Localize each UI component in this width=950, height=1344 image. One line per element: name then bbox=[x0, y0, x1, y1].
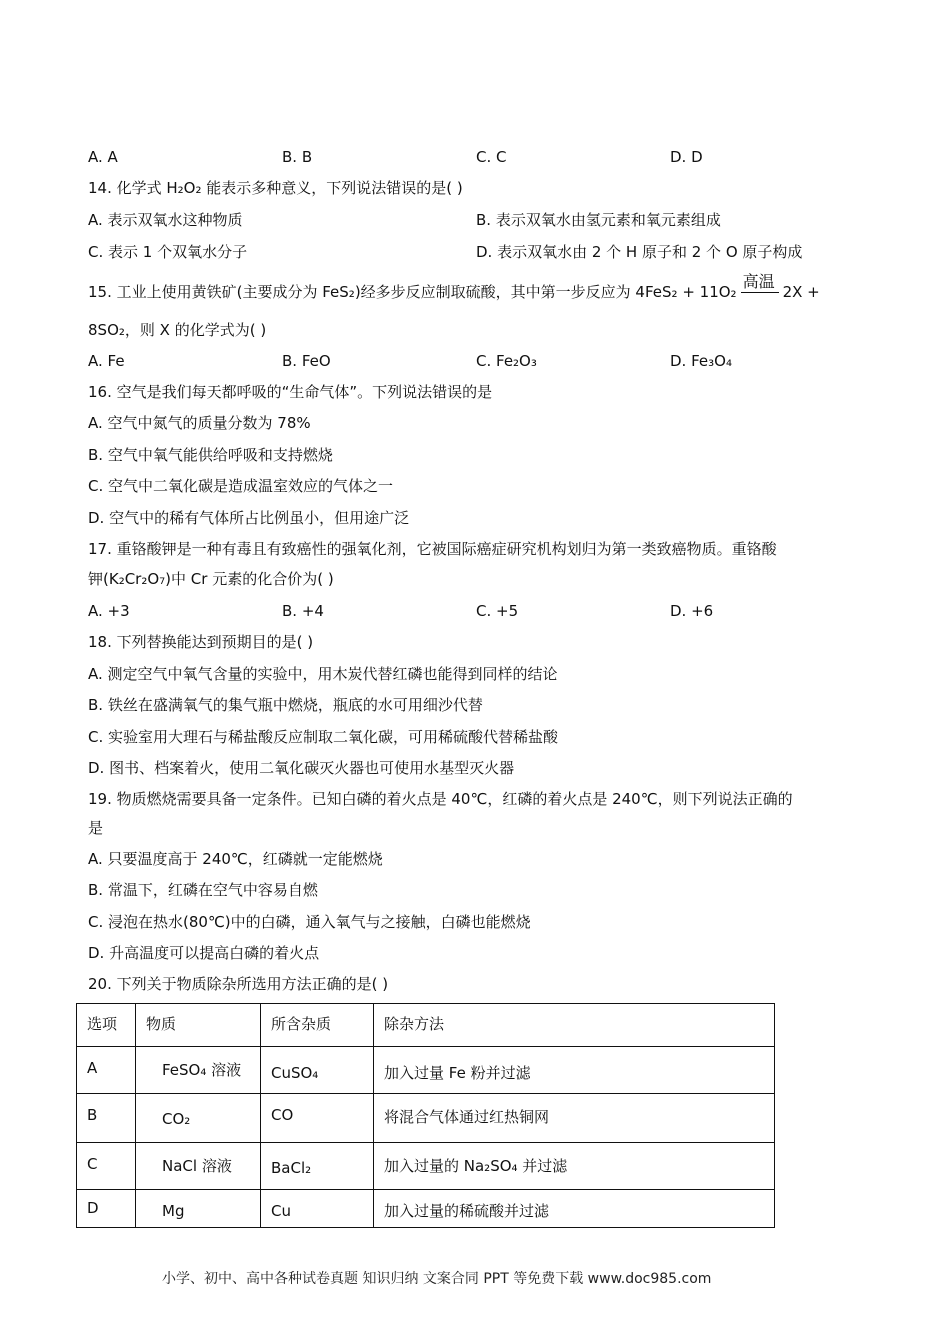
row-method: 将混合气体通过红热铜网 bbox=[384, 1108, 550, 1126]
q17-stem-line1: 17. 重铬酸钾是一种有毒且有致癌性的强氧化剂，它被国际癌症研究机构划归为第一类致癌物质。重铬酸 bbox=[88, 540, 777, 558]
q18-option-c: C. 实验室用大理石与稀盐酸反应制取二氧化碳，可用稀硫酸代替稀盐酸 bbox=[88, 728, 559, 746]
table-row bbox=[77, 1094, 775, 1143]
row-substance: NaCl 溶液 bbox=[162, 1157, 232, 1175]
table-cell bbox=[136, 1190, 261, 1228]
table-cell bbox=[374, 1143, 775, 1190]
q14-stem: 14. 化学式 H₂O₂ 能表示多种意义，下列说法错误的是( ) bbox=[88, 179, 463, 197]
table-row bbox=[77, 1047, 775, 1094]
row-option: B bbox=[87, 1106, 98, 1124]
q13-option-c: C. C bbox=[476, 148, 507, 166]
table-cell bbox=[136, 1143, 261, 1190]
table-cell bbox=[77, 1047, 136, 1094]
q16-option-b: B. 空气中氧气能供给呼吸和支持燃烧 bbox=[88, 446, 333, 464]
row-option: D bbox=[87, 1199, 99, 1217]
q15-option-a: A. Fe bbox=[88, 352, 125, 370]
table-cell bbox=[261, 1094, 374, 1143]
table-cell bbox=[374, 1190, 775, 1228]
row-method: 加入过量的稀硫酸并过滤 bbox=[384, 1202, 550, 1220]
q16-option-d: D. 空气中的稀有气体所占比例虽小，但用途广泛 bbox=[88, 509, 410, 527]
q15-stem-part-a: 15. 工业上使用黄铁矿(主要成分为 FeS₂)经多步反应制取硫酸，其中第一步反应为 4FeS₂ + 11O₂ bbox=[88, 283, 737, 301]
table-header-row bbox=[77, 1004, 775, 1047]
q19-option-d: D. 升高温度可以提高白磷的着火点 bbox=[88, 944, 320, 962]
header-impurity: 所含杂质 bbox=[271, 1015, 332, 1033]
row-substance: FeSO₄ 溶液 bbox=[162, 1061, 242, 1079]
reaction-equal-bar bbox=[741, 292, 779, 293]
table-cell bbox=[374, 1094, 775, 1143]
table-header-cell bbox=[374, 1004, 775, 1047]
reaction-condition bbox=[741, 272, 781, 302]
q19-stem-line2: 是 bbox=[88, 819, 104, 837]
table-cell bbox=[77, 1143, 136, 1190]
q19-option-a: A. 只要温度高于 240℃，红磷就一定能燃烧 bbox=[88, 850, 383, 868]
q18-stem: 18. 下列替换能达到预期目的是( ) bbox=[88, 633, 314, 651]
q16-stem: 16. 空气是我们每天都呼吸的“生命气体”。下列说法错误的是 bbox=[88, 383, 493, 401]
page-footer: 小学、初中、高中各种试卷真题 知识归纳 文案合同 PPT 等免费下载 www.doc985.com bbox=[162, 1271, 712, 1287]
table-cell bbox=[261, 1047, 374, 1094]
table-header-cell bbox=[136, 1004, 261, 1047]
row-impurity: Cu bbox=[271, 1202, 291, 1220]
q18-option-a: A. 测定空气中氧气含量的实验中，用木炭代替红磷也能得到同样的结论 bbox=[88, 665, 558, 683]
table-cell bbox=[136, 1047, 261, 1094]
q17-stem-line2: 钾(K₂Cr₂O₇)中 Cr 元素的化合价为( ) bbox=[88, 570, 334, 588]
row-method: 加入过量的 Na₂SO₄ 并过滤 bbox=[384, 1157, 568, 1175]
row-substance: Mg bbox=[162, 1202, 185, 1220]
q15-option-d: D. Fe₃O₄ bbox=[670, 352, 732, 370]
q16-option-a: A. 空气中氮气的质量分数为 78% bbox=[88, 414, 311, 432]
table-cell bbox=[136, 1094, 261, 1143]
impurity-removal-table bbox=[76, 1003, 775, 1228]
q14-option-b: B. 表示双氧水由氢元素和氧元素组成 bbox=[476, 211, 721, 229]
table-cell bbox=[77, 1190, 136, 1228]
row-option: A bbox=[87, 1059, 98, 1077]
q14-option-c: C. 表示 1 个双氧水分子 bbox=[88, 243, 248, 261]
header-substance: 物质 bbox=[146, 1015, 177, 1033]
table-header-cell bbox=[77, 1004, 136, 1047]
header-option: 选项 bbox=[87, 1015, 118, 1033]
q13-option-a: A. A bbox=[88, 148, 118, 166]
q18-option-b: B. 铁丝在盛满氧气的集气瓶中燃烧，瓶底的水可用细沙代替 bbox=[88, 696, 483, 714]
table-cell bbox=[261, 1190, 374, 1228]
q17-option-d: D. +6 bbox=[670, 602, 714, 620]
q14-option-d: D. 表示双氧水由 2 个 H 原子和 2 个 O 原子构成 bbox=[476, 243, 803, 261]
row-impurity: CuSO₄ bbox=[271, 1064, 319, 1082]
q20-stem: 20. 下列关于物质除杂所选用方法正确的是( ) bbox=[88, 975, 389, 993]
q15-stem-line1 bbox=[88, 272, 820, 302]
q17-option-a: A. +3 bbox=[88, 602, 130, 620]
q15-option-b: B. FeO bbox=[282, 352, 331, 370]
row-option: C bbox=[87, 1155, 98, 1173]
q15-stem-line2: 8SO₂，则 X 的化学式为( ) bbox=[88, 321, 267, 339]
q16-option-c: C. 空气中二氧化碳是造成温室效应的气体之一 bbox=[88, 477, 394, 495]
q14-option-a: A. 表示双氧水这种物质 bbox=[88, 211, 243, 229]
q19-option-c: C. 浸泡在热水(80℃)中的白磷，通入氧气与之接触，白磷也能燃烧 bbox=[88, 913, 531, 931]
table-cell bbox=[77, 1094, 136, 1143]
header-method: 除杂方法 bbox=[384, 1015, 445, 1033]
q15-stem-part-b: 2X + bbox=[782, 283, 820, 301]
q18-option-d: D. 图书、档案着火，使用二氧化碳灭火器也可使用水基型灭火器 bbox=[88, 759, 515, 777]
q15-option-c: C. Fe₂O₃ bbox=[476, 352, 537, 370]
q17-option-c: C. +5 bbox=[476, 602, 519, 620]
row-method: 加入过量 Fe 粉并过滤 bbox=[384, 1064, 531, 1082]
reaction-condition-label: 高温 bbox=[742, 272, 775, 291]
q13-option-d: D. D bbox=[670, 148, 703, 166]
table-row bbox=[77, 1143, 775, 1190]
table-header-cell bbox=[261, 1004, 374, 1047]
q19-stem-line1: 19. 物质燃烧需要具备一定条件。已知白磷的着火点是 40℃，红磷的着火点是 240℃，则下列说法正确的 bbox=[88, 790, 793, 808]
q13-option-b: B. B bbox=[282, 148, 313, 166]
table-row bbox=[77, 1190, 775, 1228]
q19-option-b: B. 常温下，红磷在空气中容易自燃 bbox=[88, 881, 318, 899]
row-impurity: CO bbox=[271, 1106, 294, 1124]
table-cell bbox=[374, 1047, 775, 1094]
q17-option-b: B. +4 bbox=[282, 602, 324, 620]
table-cell bbox=[261, 1143, 374, 1190]
row-impurity: BaCl₂ bbox=[271, 1159, 312, 1177]
row-substance: CO₂ bbox=[162, 1110, 191, 1128]
